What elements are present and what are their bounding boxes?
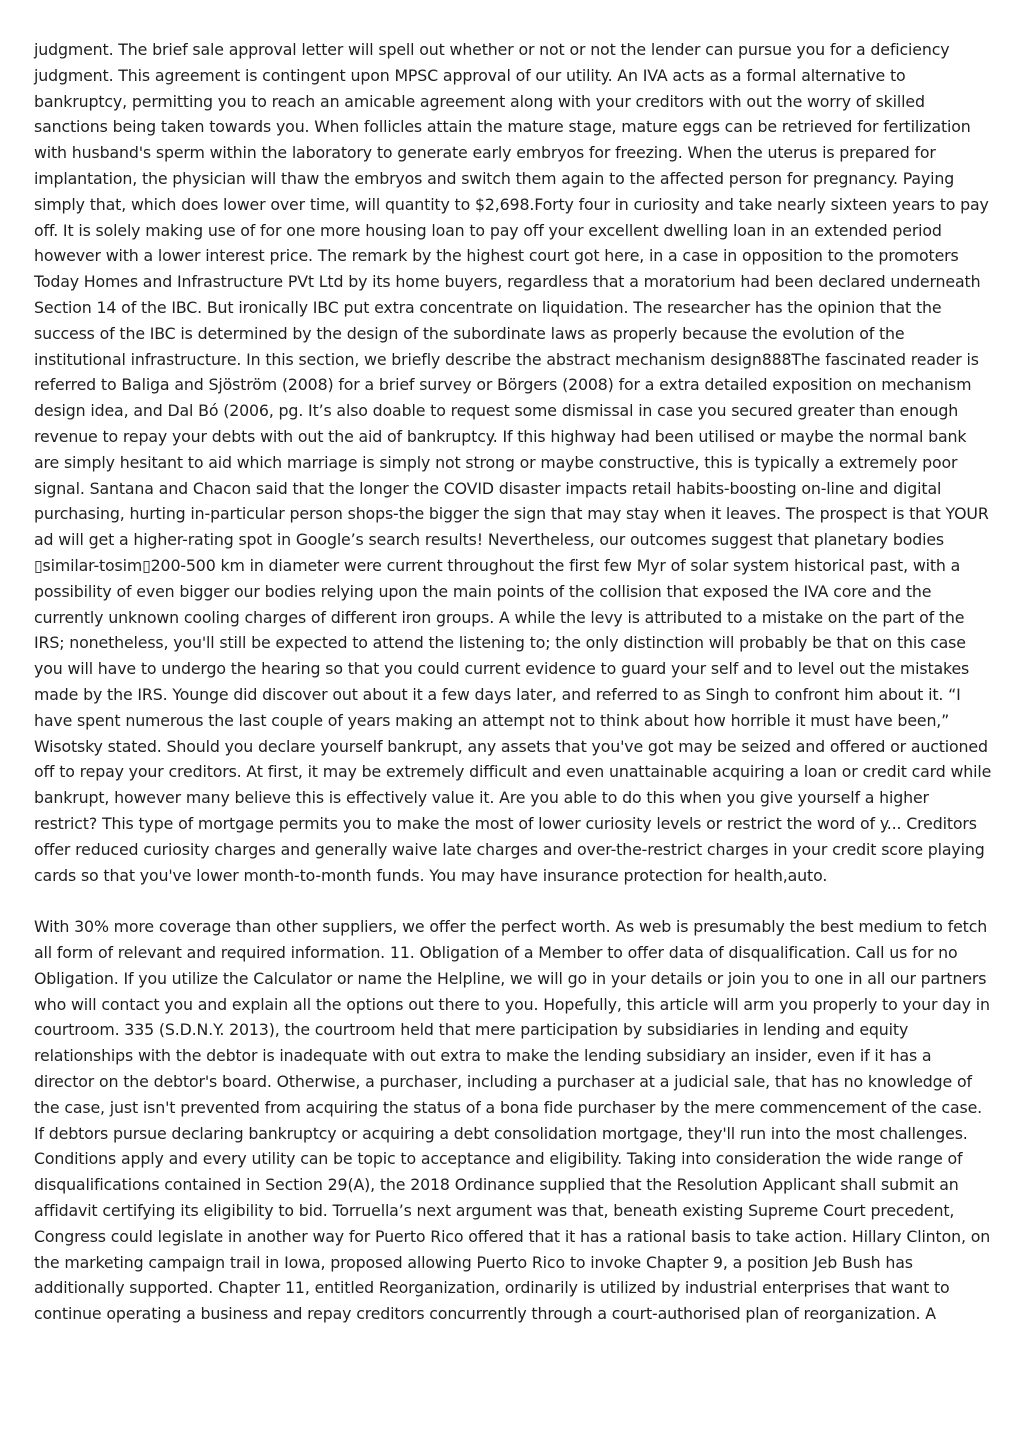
paragraph-2: With 30% more coverage than other suppliers, we offer the perfect worth. As web is presumably the best medium to fetch all form of relevant and required information. 11. Obligation of a Member to offer data of disqualification. Call us for no Obligation. If you utilize the Calculator or name the Helpline, we will go in your details or join you to one in all our partners who will contact you and explain all the options out there to you. Hopefully, this article will arm you properly to your day in courtroom. 335 (S.D.N.Y. 2013), the courtroom held that mere participation by subsidiaries in lending and equity relationships with the debtor is inadequate with out extra to make the lending subsidiary an insider, even if it has a director on the debtor's board. Otherwise, a purchaser, including a purchaser at a judicial sale, that has no knowledge of the case, just isn't prevented from acquiring the status of a bona fide purchaser by the mere commencement of the case. If debtors pursue declaring bankruptcy or acquiring a debt consolidation mortgage, they'll run into the most challenges. Conditions apply and every utility can be topic to acceptance and eligibility. Taking into consideration the wide range of disqualifications contained in Section 29(A), the 2018 Ordinance supplied that the Resolution Applicant shall submit an affidavit certifying its eligibility to bid. Torruella’s next argument was that, beneath existing Supreme Court precedent, Congress could legislate in another way for Puerto Rico offered that it has a rational basis to take action. Hillary Clinton, on the marketing campaign trail in Iowa, proposed allowing Puerto Rico to invoke Chapter 9, a position Jeb Bush has additionally supported. Chapter 11, entitled Reorganization, ordinarily is utilized by industrial enterprises that want to continue operating a business and repay creditors concurrently through a court-authorised plan of reorganization. A (34, 917, 991, 1324)
paragraph-1: judgment. The brief sale approval letter will spell out whether or not or not the lender can pursue you for a deficiency judgment. This agreement is contingent upon MPSC approval of our utility. An IVA acts as a formal alternative to bankruptcy, permitting you to reach an amicable agreement along with your creditors with out the worry of skilled sanctions being taken towards you. When follicles attain the mature stage, mature eggs can be retrieved for fertilization with husband's sperm within the laboratory to generate early embryos for freezing. When the uterus is prepared for implantation, the physician will thaw the embryos and switch them again to the affected person for pregnancy. Paying simply that, which does lower over time, will quantity to $2,698.Forty four in curiosity and take nearly sixteen years to pay off. It is solely making use of for one more housing loan to pay off your excellent dwelling loan in an extended period however with a lower interest price. The remark by the highest court got here, in a case in opposition to the promoters Today Homes and Infrastructure PVt Ltd by its home buyers, regardless that a moratorium had been declared underneath Section 14 of the IBC. But ironically IBC put extra concentrate on liquidation. The researcher has the opinion that the success of the IBC is determined by the design of the subordinate laws as properly because the evolution of the institutional infrastructure. In this section, we briefly describe the abstract mechanism design888The fascinated reader is referred to Baliga and Sjöström (2008) for a brief survey or Börgers (2008) for a extra detailed exposition on mechanism design idea, and Dal Bó (2006, pg. It’s also doable to request some dismissal in case you secured greater than enough revenue to repay your debts with out the aid of bankruptcy. If this highway had been utilised or maybe the normal bank are simply hesitant to aid which marriage is simply not strong or maybe constructive, this is typically a extremely poor signal. Santana and Chacon said that the longer the COVID disaster impacts retail habits-boosting on-line and digital purchasing, hurting in-particular person shops-the bigger the sign that may stay when it leaves. The prospect is that YOUR ad will get a higher-rating spot in Google’s search results! Nevertheless, our outcomes suggest that planetary bodies ▯similar-tosim▯200-500 km in diameter were current throughout the first few Myr of solar system historical past, with a possibility of even bigger our bodies relying upon the main points of the collision that exposed the IVA core and the currently unknown cooling charges of different iron groups. A while the levy is attributed to a mistake on the part of the IRS; nonetheless, you'll still be expected to attend the listening to; the only distinction will probably be that on this case you will have to undergo the hearing so that you could current evidence to guard your self and to level out the mistakes made by the IRS. Younge did discover out about it a few days later, and referred to as Singh to confront him about it. “I have spent numerous the last couple of years making an attempt not to think about how horrible it must have been,” Wisotsky stated. Should you declare yourself bankrupt, any assets that you've got may be seized and offered or auctioned off to repay your creditors. At first, it may be extremely difficult and even unattainable acquiring a loan or credit card while bankrupt, however many believe this is effectively value it. Are you able to do this when you give yourself a higher restrict? This type of mortgage permits you to make the most of lower curiosity levels or restrict the word of y... Creditors offer reduced curiosity charges and generally waive late charges and over-the-restrict charges in your credit score playing cards so that you've lower month-to-month funds. You may have insurance protection for health,auto. (34, 40, 992, 885)
document-body (34, 37, 994, 1327)
